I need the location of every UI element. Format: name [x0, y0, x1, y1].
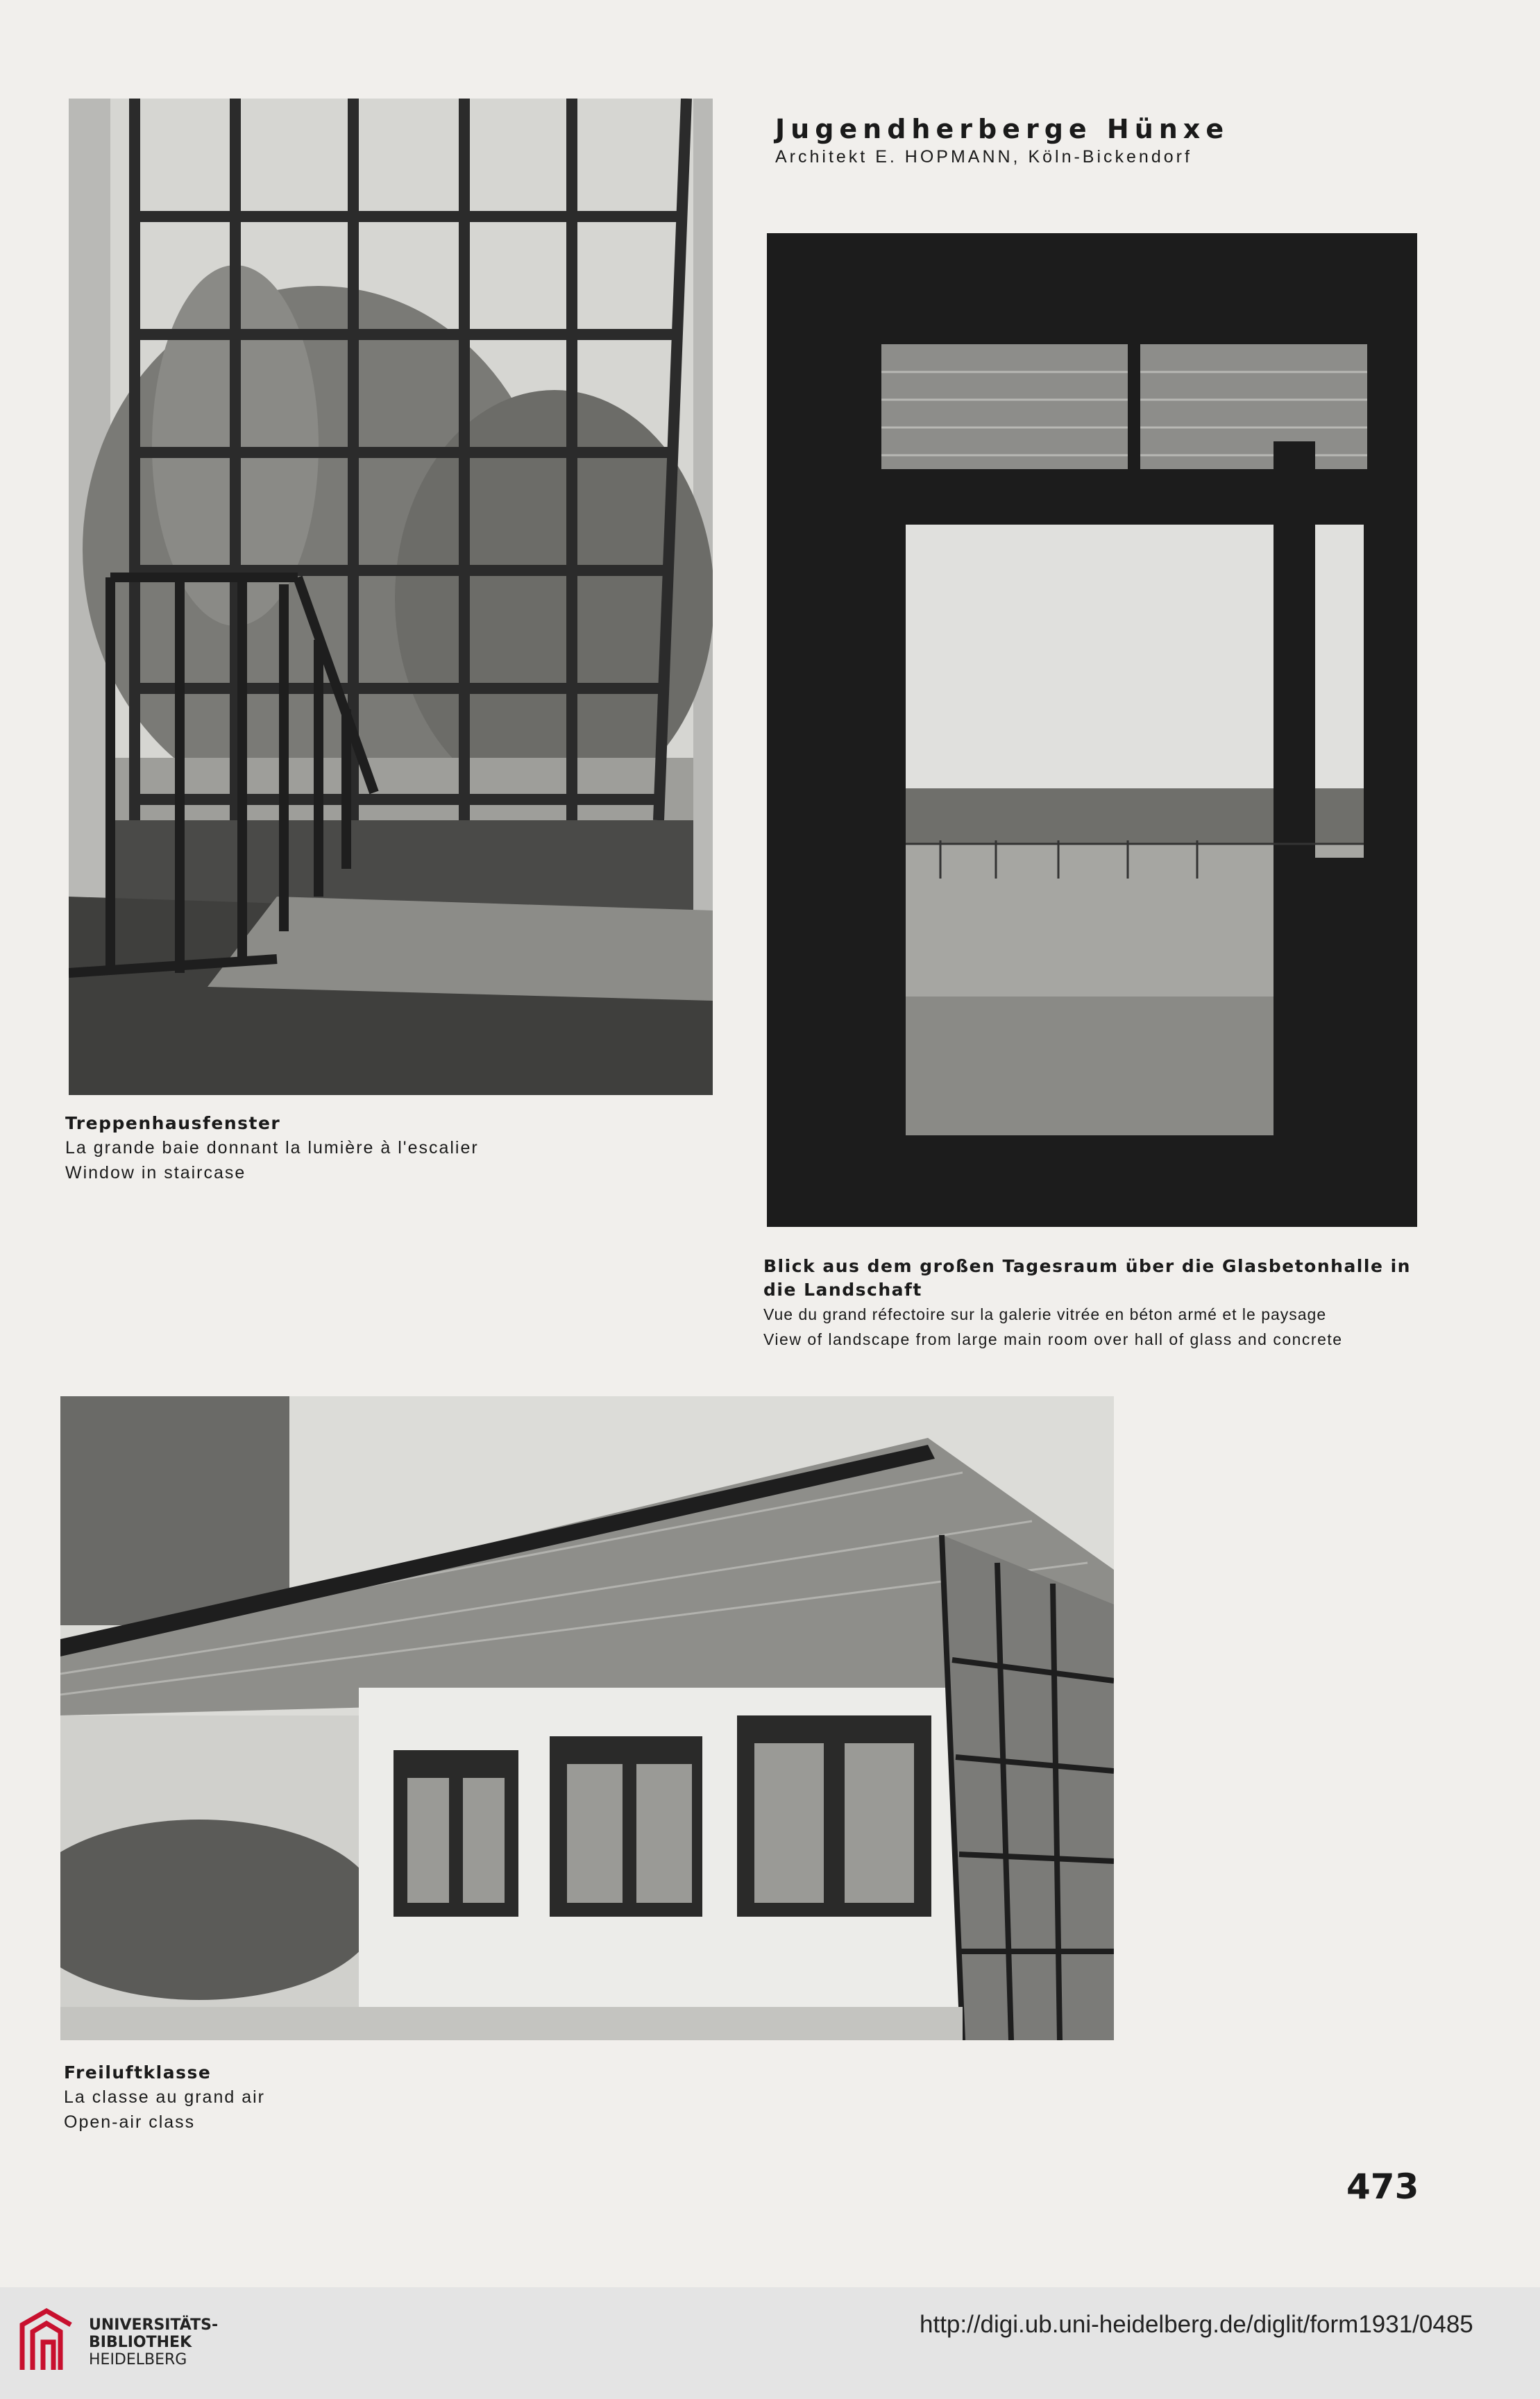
open-air-caption-fr: La classe au grand air	[64, 2087, 265, 2107]
architect-credit: Architekt E. HOPMANN, Köln-Bickendorf	[775, 147, 1192, 167]
library-name-line2: BIBLIOTHEK	[89, 2334, 192, 2351]
open-air-caption-de: Freiluftklasse	[64, 2062, 212, 2083]
staircase-window-photo	[69, 99, 713, 1095]
open-air-caption-en: Open-air class	[64, 2112, 196, 2132]
library-name-line3: HEIDELBERG	[89, 2351, 187, 2368]
landscape-caption-fr: Vue du grand réfectoire sur la galerie vitrée en béton armé et le paysage	[763, 1305, 1327, 1323]
page-number: 473	[1346, 2167, 1419, 2207]
landscape-caption-de-1: Blick aus dem großen Tagesraum über die Glasbetonhalle in	[763, 1256, 1411, 1276]
landscape-caption-en: View of landscape from large main room over hall of glass and concrete	[763, 1330, 1343, 1348]
staircase-caption-fr: La grande baie donnant la lumière à l'escalier	[65, 1138, 479, 1158]
article-title: Jugendherberge Hünxe	[775, 114, 1230, 144]
staircase-caption	[65, 1112, 479, 1185]
open-air-caption	[64, 2061, 265, 2135]
heidelberg-library-logo-icon	[15, 2304, 78, 2380]
footer-bar	[0, 2287, 1540, 2399]
staircase-caption-en: Window in staircase	[65, 1163, 246, 1182]
staircase-caption-de: Treppenhausfenster	[65, 1113, 281, 1133]
source-url[interactable]: http://digi.ub.uni-heidelberg.de/diglit/form1931/0485	[920, 2311, 1473, 2338]
library-name-line1: UNIVERSITÄTS-	[89, 2316, 219, 2334]
landscape-caption-de-2: die Landschaft	[763, 1280, 922, 1300]
open-air-class-photo	[60, 1396, 1114, 2040]
landscape-caption	[763, 1255, 1411, 1352]
library-name	[89, 2316, 218, 2368]
landscape-view-photo	[767, 233, 1417, 1227]
